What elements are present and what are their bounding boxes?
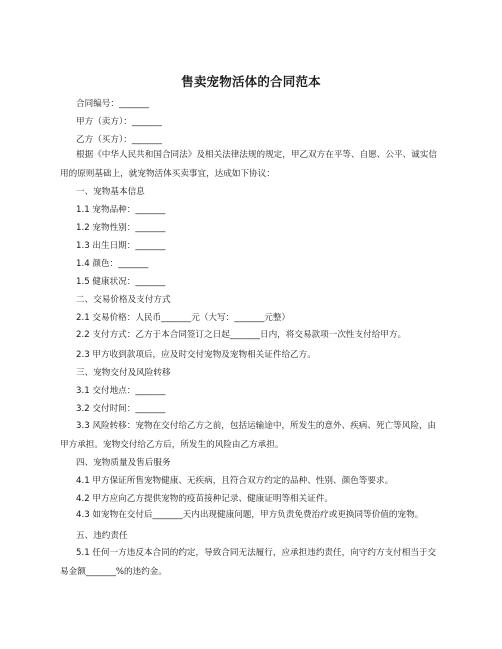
pet-health: 1.5 健康状况：_______ <box>76 277 166 287</box>
section-5-heading: 五、违约责任 <box>76 531 128 541</box>
payment-clause: 2.2 支付方式：乙方于本合同签订之日起_______日内，将交易款项一次性支付给甲方。 <box>76 330 407 340</box>
quality-guarantee-clause: 4.1 甲方保证所售宠物健康、无疾病，且符合双方约定的品种、性别、颜色等要求。 <box>76 476 394 486</box>
document-title: 售卖宠物活体的合同范本 <box>181 74 321 89</box>
preamble-paragraph: 根据《中华人民共和国合同法》及相关法律法规的规定，甲乙双方在平等、自愿、公平、诚实信用的原则基础上，就宠物活体买卖事宜，达成如下协议： <box>60 150 437 179</box>
pet-gender: 1.2 宠物性别：_______ <box>76 223 166 233</box>
section-4-heading: 四、宠物质量及售后服务 <box>76 458 171 468</box>
delivery-location: 3.1 交付地点：_______ <box>76 386 166 396</box>
delivery-after-payment-clause: 2.3 甲方收到款项后，应及时交付宠物及宠物相关证件给乙方。 <box>76 350 316 360</box>
party-a: 甲方（卖方）：_______ <box>76 117 162 127</box>
contract-number: 合同编号：_______ <box>76 99 150 109</box>
pet-color: 1.4 颜色：_______ <box>76 259 149 269</box>
risk-transfer-clause: 3.3 风险转移：宠物在交付给乙方之前，包括运输途中，所发生的意外、疾病、死亡等风险，由甲方承担。宠物交付给乙方后，所发生的风险由乙方承担。 <box>60 421 437 450</box>
pet-birth-date: 1.3 出生日期：_______ <box>76 241 166 251</box>
party-b: 乙方（买方）：_______ <box>76 135 162 145</box>
section-1-heading: 一、宠物基本信息 <box>76 187 145 197</box>
price-clause: 2.1 交易价格：人民币_______元（大写：_______元整） <box>76 313 291 323</box>
breach-clause: 5.1 任何一方违反本合同的约定，导致合同无法履行，应承担违约责任，向守约方支付相当于交易金额_______%的违约金。 <box>60 548 437 577</box>
pet-breed: 1.1 宠物品种：_______ <box>76 205 166 215</box>
after-sales-clause: 4.3 如宠物在交付后_______天内出现健康问题，甲方负责免费治疗或更换同等价值的宠物。 <box>76 510 424 520</box>
section-3-heading: 三、宠物交付及风险转移 <box>76 368 171 378</box>
delivery-time: 3.2 交付时间：_______ <box>76 404 166 414</box>
section-2-heading: 二、交易价格及支付方式 <box>76 295 171 305</box>
documents-clause: 4.2 甲方应向乙方提供宠物的疫苗接种记录、健康证明等相关证件。 <box>76 494 334 504</box>
